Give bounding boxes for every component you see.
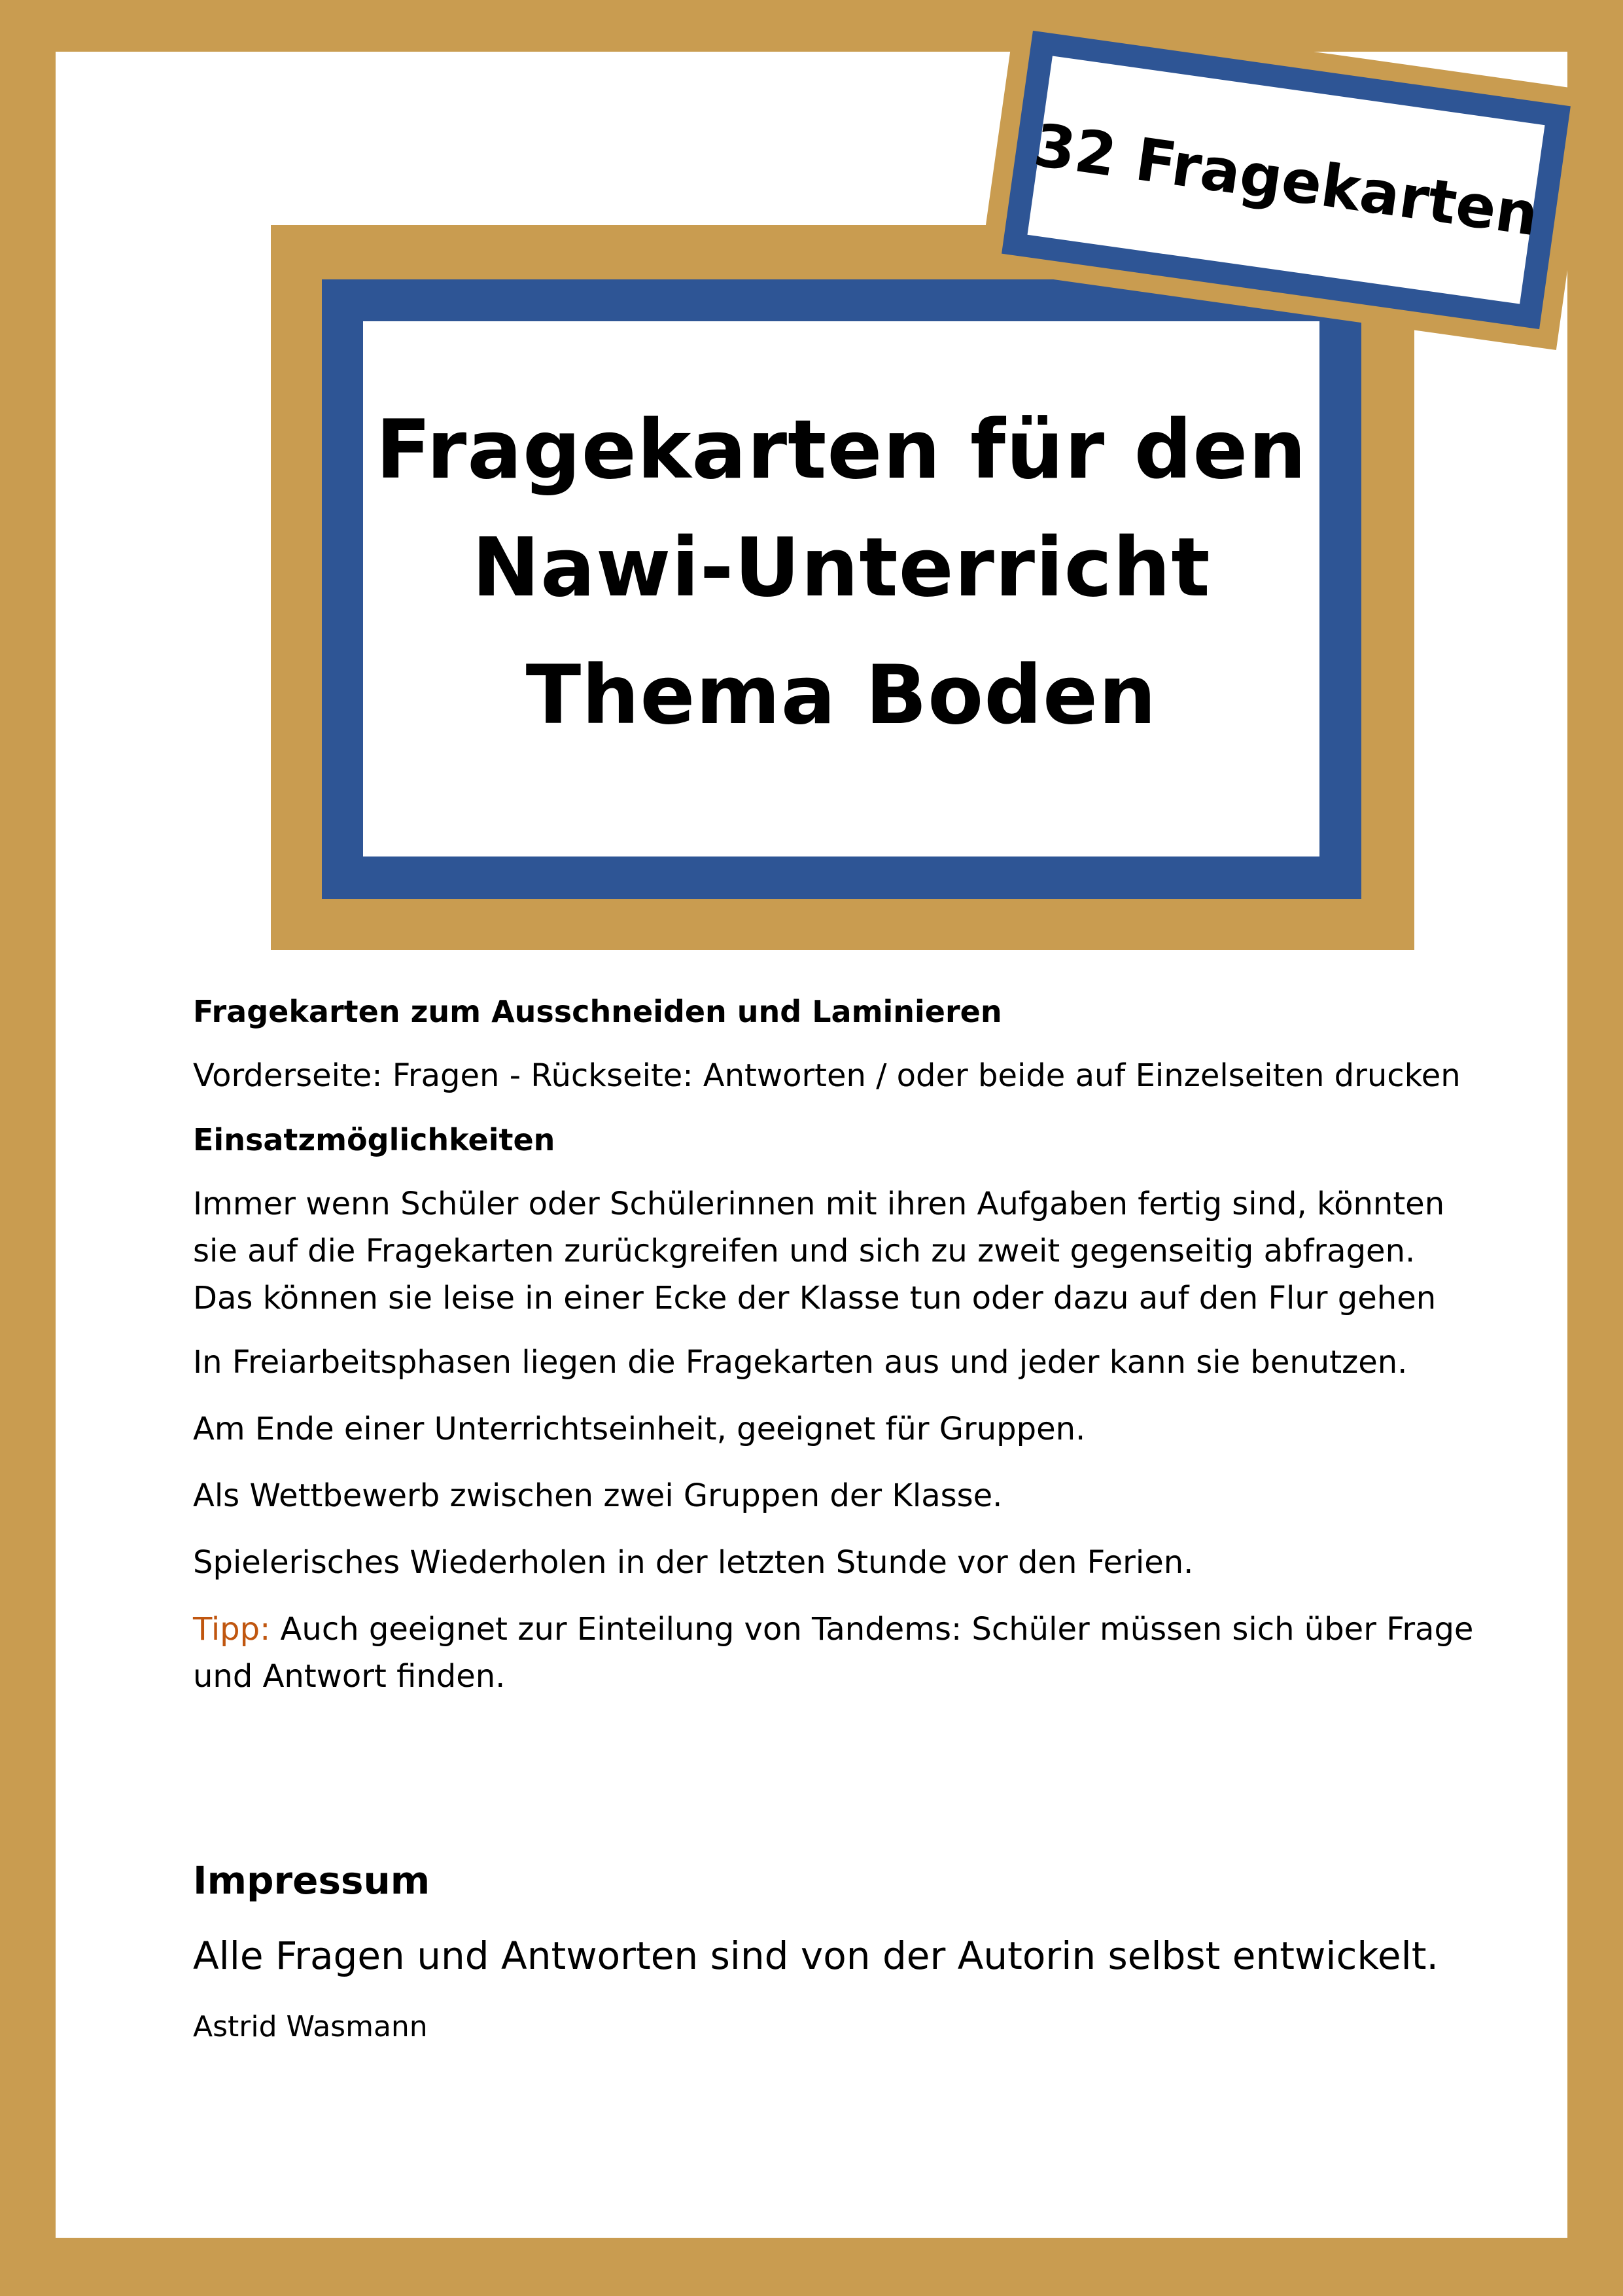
title-card (363, 321, 1319, 857)
author-name: Astrid Wasmann (193, 2010, 428, 2043)
description-section (193, 988, 1475, 1700)
title-line-1: Fragekarten für den (375, 403, 1307, 497)
tip-colon: : (260, 1611, 271, 1648)
paragraph-usage-3: Am Ende einer Unterrichtseinheit, geeignet für Gruppen. (193, 1411, 1086, 1447)
paragraph-usage-2: In Freiarbeitsphasen liegen die Fragekarten aus und jeder kann sie benutzen. (193, 1344, 1408, 1381)
heading-usage: Einsatzmöglichkeiten (193, 1122, 555, 1157)
paragraph-tip (193, 1606, 1475, 1700)
badge-text: 32 Fragekarten (1030, 111, 1543, 249)
paragraph-usage-5: Spielerisches Wiederholen in der letzten Stunde vor den Ferien. (193, 1544, 1194, 1581)
paragraph-usage-4: Als Wettbewerb zwischen zwei Gruppen der Klasse. (193, 1477, 1003, 1514)
heading-cutout: Fragekarten zum Ausschneiden und Laminieren (193, 994, 1002, 1029)
paragraph-usage-1: Immer wenn Schüler oder Schülerinnen mit ihren Aufgaben fertig sind, könnten sie auf die Fragekarten zurückgreifen und sich zu zweit gegenseitig abfragen. Das können sie leise in einer Ecke der Klasse tun oder dazu auf den Flur gehen (193, 1186, 1445, 1316)
title-line-3: Thema Boden (525, 648, 1157, 743)
impressum-text: Alle Fragen und Antworten sind von der Autorin selbst entwickelt. (193, 1934, 1439, 1978)
tip-label: Tipp (193, 1611, 260, 1648)
tip-text: Auch geeignet zur Einteilung von Tandems: Schüler müssen sich über Frage und Antwort finden. (193, 1611, 1474, 1695)
impressum-heading: Impressum (193, 1858, 430, 1903)
paragraph-print-info: Vorderseite: Fragen - Rückseite: Antworten / oder beide auf Einzelseiten drucken (193, 1057, 1461, 1094)
title-line-2: Nawi-Unterricht (472, 521, 1211, 615)
